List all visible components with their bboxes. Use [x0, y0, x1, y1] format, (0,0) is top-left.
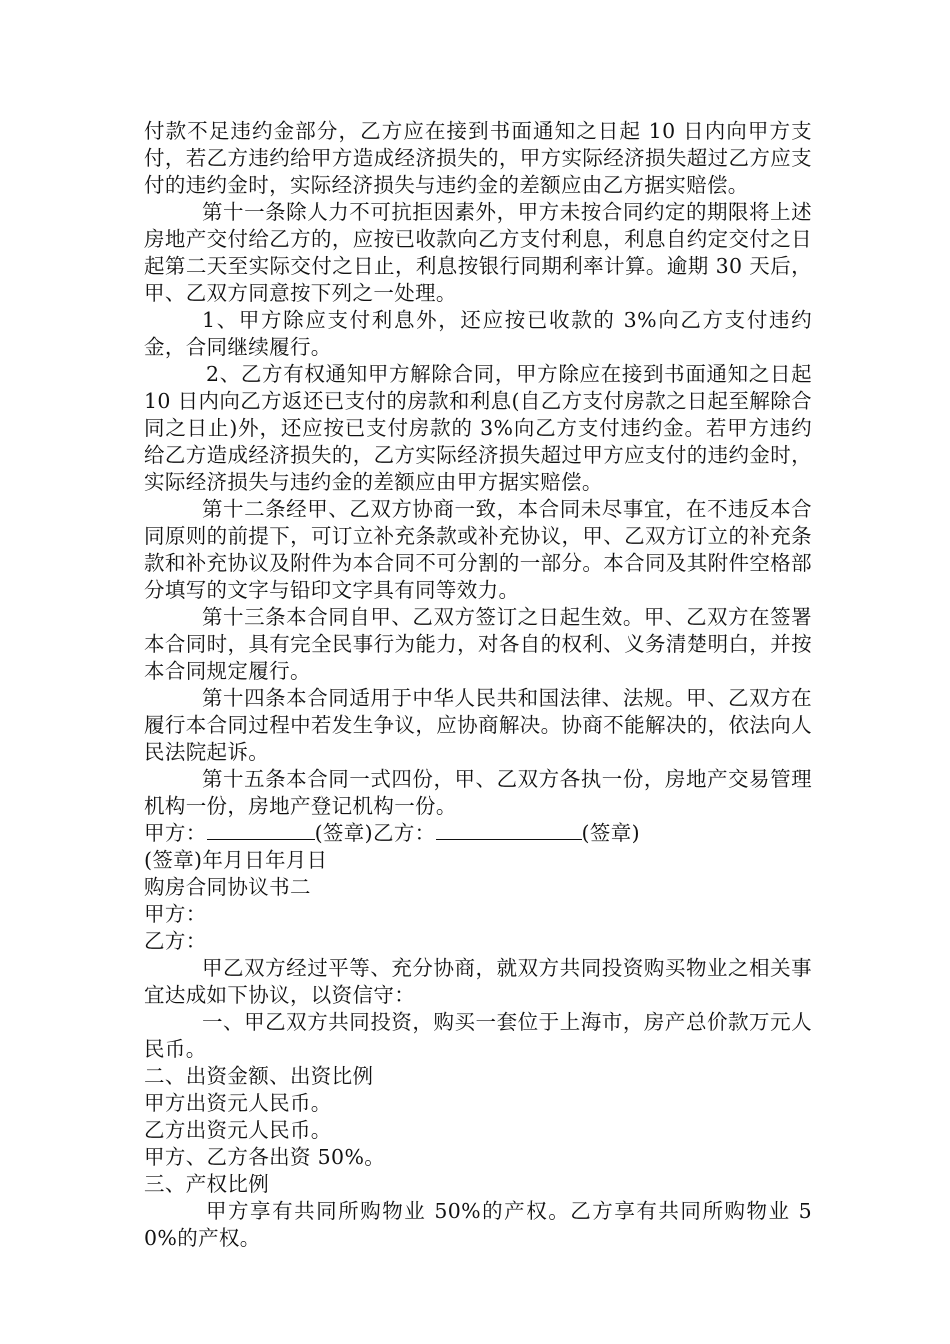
paragraph-article-15: 第十五条本合同一式四份，甲、乙双方各执一份，房地产交易管理机构一份，房地产登记机构一份。: [144, 767, 812, 818]
date-line: (签章)年月日年月日: [144, 848, 328, 872]
paragraph-option-2: 2、乙方有权通知甲方解除合同，甲方除应在接到书面通知之日起 10 日内向乙方返还已支付的房款和利息(自乙方支付房款之日起至解除合同之日止)外，还应按已支付房款的 3%向乙方支付违约金。若甲方违约给乙方造成经济损失的，乙方实际经济损失超过甲方应支付的违约金时，实际经济损失与违约金的差额应由甲方据实赔偿。: [144, 362, 812, 494]
paragraph-article-14: 第十四条本合同适用于中华人民共和国法律、法规。甲、乙双方在履行本合同过程中若发生争议，应协商解决。协商不能解决的，依法向人民法院起诉。: [144, 686, 812, 764]
signature-line: [144, 820, 812, 847]
party-a-line: 甲方：: [144, 902, 207, 926]
document-body: [144, 118, 812, 1252]
party-a-signature-blank: [207, 821, 315, 840]
paragraph-ownership-ratio: 甲方享有共同所购物业 50%的产权。乙方享有共同所购物业 50%的产权。: [144, 1199, 812, 1250]
paragraph-agreement-intro: 甲乙双方经过平等、充分协商，就双方共同投资购买物业之相关事宜达成如下协议，以资信守：: [144, 956, 812, 1007]
party-b-signature-label: 乙方：: [372, 821, 436, 845]
line-party-b-contribution: 乙方出资元人民币。: [144, 1118, 332, 1142]
party-b-line: 乙方：: [144, 929, 207, 953]
heading-section-2: 二、出资金额、出资比例: [144, 1064, 374, 1088]
paragraph-option-1: 1、甲方除应支付利息外，还应按已收款的 3%向乙方支付违约金，合同继续履行。: [144, 308, 812, 359]
paragraph-article-12: 第十二条经甲、乙双方协商一致，本合同未尽事宜，在不违反本合同原则的前提下，可订立补充条款或补充协议，甲、乙双方订立的补充条款和补充协议及附件为本合同不可分割的一部分。本合同及其附件空格部分填写的文字与铅印文字具有同等效力。: [144, 497, 812, 602]
party-a-seal-label: (签章): [314, 821, 373, 845]
paragraph-penalty-payment: 付款不足违约金部分，乙方应在接到书面通知之日起 10 日内向甲方支付，若乙方违约给甲方造成经济损失的，甲方实际经济损失超过乙方应支付的违约金时，实际经济损失与违约金的差额应由乙方据实赔偿。: [144, 119, 812, 197]
heading-section-3: 三、产权比例: [144, 1172, 270, 1196]
line-party-a-contribution: 甲方出资元人民币。: [144, 1091, 332, 1115]
contract-title-2: 购房合同协议书二: [144, 875, 311, 899]
party-b-signature-blank: [436, 821, 582, 840]
paragraph-article-11: 第十一条除人力不可抗拒因素外，甲方未按合同约定的期限将上述房地产交付给乙方的，应按已收款向乙方支付利息，利息自约定交付之日起第二天至实际交付之日止，利息按银行同期利率计算。逾期 30 天后，甲、乙双方同意按下列之一处理。: [144, 200, 812, 305]
party-b-seal-label: (签章): [581, 821, 640, 845]
party-a-signature-label: 甲方：: [144, 821, 207, 845]
paragraph-section-1: 一、甲乙双方共同投资，购买一套位于上海市，房产总价款万元人民币。: [144, 1010, 812, 1061]
paragraph-article-13: 第十三条本合同自甲、乙双方签订之日起生效。甲、乙双方在签署本合同时，具有完全民事行为能力，对各自的权利、义务清楚明白，并按本合同规定履行。: [144, 605, 812, 683]
line-contribution-ratio: 甲方、乙方各出资 50%。: [144, 1145, 386, 1169]
